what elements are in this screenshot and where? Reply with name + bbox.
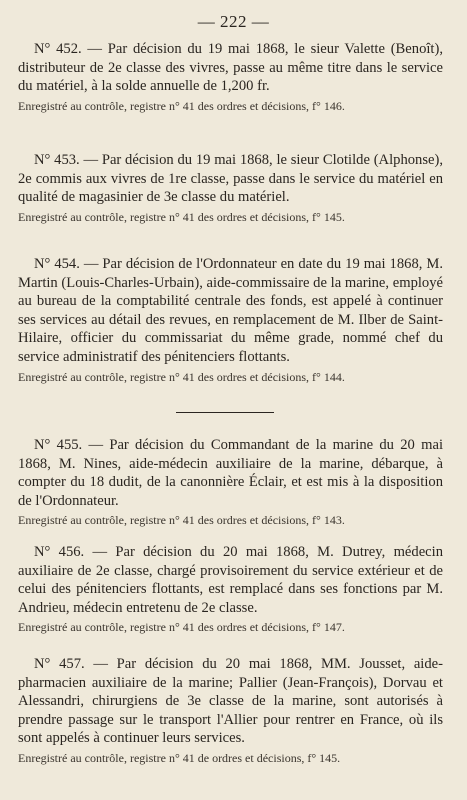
entry-register: Enregistré au contrôle, registre n° 41 des ordres et décisions, f° 146. — [18, 98, 345, 113]
entry-register: Enregistré au contrôle, registre n° 41 des ordres et décisions, f° 147. — [18, 620, 345, 635]
entry-text: N° 457. — Par décision du 20 mai 1868, MM. Jousset, aide-pharmacien auxiliaire de la marine; Pallier (Jean-François), Dorvau et Alessandri, chirurgiens de 3e classe de la marine, sont autorisés à prendre passage sur le transport l'Allier pour rentrer en France, où ils sont appelés à continuer leurs services. — [18, 656, 443, 747]
page-number: — 222 — — [197, 12, 270, 31]
entry-452 — [18, 40, 443, 114]
entry-text: N° 455. — Par décision du Commandant de la marine du 20 mai 1868, M. Nines, aide-médecin auxiliaire de la marine, débarque, à compter du 18 dudit, de la canonnière Éclair, et est mis à la disposition de l'Ordonnateur. — [18, 437, 443, 509]
entry-register: Enregistré au contrôle, registre n° 41 des ordres et décisions, f° 144. — [18, 369, 345, 384]
entry-text: N° 454. — Par décision de l'Ordonnateur en date du 19 mai 1868, M. Martin (Louis-Charles-Urbain), aide-commissaire de la marine, employé au bureau de la comptabilité centrale des fonds, est appelé à continuer ses services au détail des revues, en remplacement de M. Ilber de Saint-Hilaire, officier du commissariat du même grade, nommé chef du service administratif des pénitenciers flottants. — [18, 256, 443, 365]
entry-text: N° 453. — Par décision du 19 mai 1868, le sieur Clotilde (Alphonse), 2e commis aux vivres de 1re classe, passe dans le service du matériel en qualité de magasinier de 3e classe du matériel. — [18, 152, 443, 206]
entry-text: N° 452. — Par décision du 19 mai 1868, le sieur Valette (Benoît), distributeur de 2e classe des vivres, passe au même titre dans le service du matériel, à la solde annuelle de 1,200 fr. — [18, 41, 443, 95]
entry-text: N° 456. — Par décision du 20 mai 1868, M. Dutrey, médecin auxiliaire de 2e classe, chargé provisoirement du service extérieur et de celui des pénitenciers flottants, est remplacé dans ses fonctions par M. Andrieu, médecin entretenu de 2e classe. — [18, 544, 443, 616]
section-divider — [176, 412, 274, 413]
entry-register: Enregistré au contrôle, registre n° 41 de ordres et décisions, f° 145. — [18, 750, 341, 765]
entry-454 — [18, 255, 443, 385]
entry-455 — [18, 436, 443, 528]
entry-register: Enregistré au contrôle, registre n° 41 des ordres et décisions, f° 145. — [18, 209, 345, 224]
entry-457 — [18, 655, 443, 766]
entry-456 — [18, 543, 443, 635]
entry-register: Enregistré au contrôle, registre n° 41 des ordres et décisions, f° 143. — [18, 513, 345, 528]
entry-453 — [18, 151, 443, 225]
